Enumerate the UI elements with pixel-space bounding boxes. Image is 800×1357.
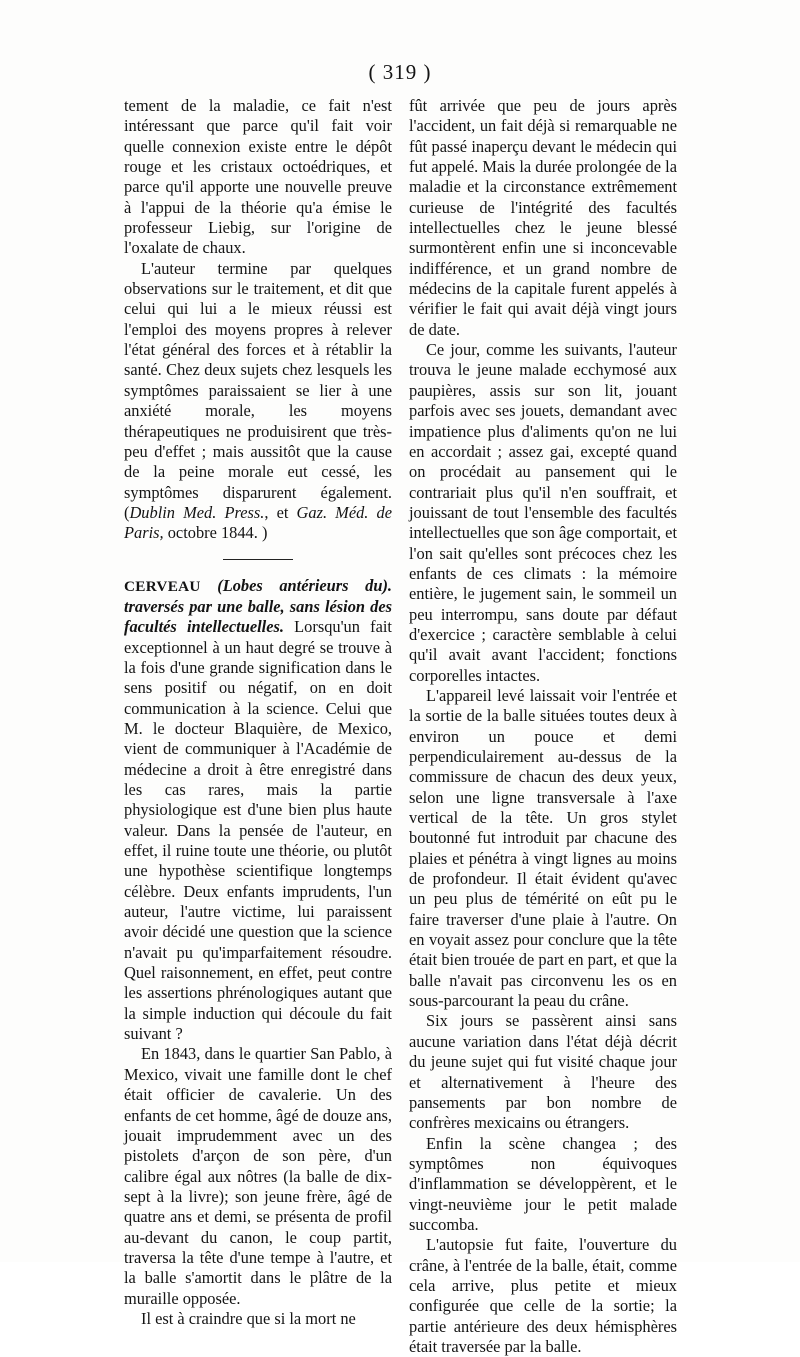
right-column [409, 96, 677, 1357]
source-citation: Dublin Med. Press. [129, 502, 265, 522]
section-divider [223, 559, 293, 560]
citation-conjunction: , et [264, 502, 289, 522]
paragraph-text: L'auteur termine par quelques observations sur le traitement, et dit que celui qui lui a le mieux réussi est l'emploi des moyens propres à relever l'état général des forces et à rétablir la santé. Chez deux sujets chez lesquels les symptômes paraissaient se lier à une anxiété morale, les moyens thérapeutiques ne produisirent que très-peu d'effet ; mais aussitôt que la cause de la peine morale eut cessé, les symptômes disparurent également. ( [124, 258, 392, 522]
paragraph: L'autopsie fut faite, l'ouverture du crâne, à l'entrée de la balle, était, comme cela arrive, plus petite et mieux configurée que celle de la sortie; la partie antérieure des deux hémisphères était traversée par la balle. [409, 1235, 677, 1356]
paragraph: En 1843, dans le quartier San Pablo, à Mexico, vivait une famille dont le chef était officier de cavalerie. Un des enfants de cet homme, âgé de douze ans, jouait imprudemment avec un des pistolets d'arçon de son père, d'un calibre égal aux nôtres (la balle de dix-sept à la livre); son jeune frère, âgé de quatre ans et demi, se présenta de profil au-devant du canon, le coup partit, traversa la tête d'une tempe à l'autre, et la balle s'amortit dans le plâtre de la muraille opposée. [124, 1044, 392, 1308]
paragraph-text: Lorsqu'un fait exceptionnel à un haut degré se trouve à la fois d'une grande signification dans le sens positif ou négatif, on en doit communication à la science. Celui que M. le docteur Blaquière, de Mexico, vient de communiquer à l'Académie de médecine a droit à être enregistré dans les cas rares, mais la partie physiologique est d'une bien plus haute valeur. Dans la pensée de l'auteur, en effet, il ruine toute une théorie, ou plutôt une hypothèse scientifique longtemps célèbre. Deux enfants imprudents, l'un auteur, l'autre victime, lui paraissent avoir décidé une question que la science n'avait pu qu'imparfaitement résoudre. Quel raisonnement, en effet, peut contre les assertions phrénologiques autant que la simple induction qui découle du fait suivant ? [124, 617, 392, 1044]
source-citation: Gaz. Méd. de Paris, [124, 502, 392, 543]
article-heading: CERVEAU [124, 577, 201, 595]
article-paragraph [124, 576, 392, 1045]
paragraph: Ce jour, comme les suivants, l'auteur trouva le jeune malade ecchymosé aux paupières, assis sur son lit, jouant parfois avec ses jouets, demandant avec impatience plus d'aliments qu'on ne lui en accordait ; assez gai, excepté quand on procédait au pansement qui le contrariait plus qu'il n'en souffrait, et jouissant de tout l'ensemble des facultés intellectuelles que son âge comportait, et l'on sait qu'elles sont précoces chez les enfants de ces climats : la mémoire entière, le jugement sain, le sommeil un peu interrompu, sans doute par défaut d'exercice ; caractère semblable à celui qu'il avait avant l'accident; fonctions corporelles intactes. [409, 340, 677, 685]
paragraph: fût arrivée que peu de jours après l'accident, un fait déjà si remarquable ne fût passé inaperçu devant le médecin qui fut appelé. Mais la durée prolongée de la maladie et la circonstance extrêmement curieuse de l'intégrité des facultés intellectuelles chez le jeune blessé surmontèrent enfin une si inconcevable indifférence, et un grand nombre de médecins de la capitale furent appelés à vérifier le fait qui avait déjà vingt jours de date. [409, 96, 677, 339]
article-subheading: (Lobes antérieurs du). traversés par une balle, sans lésion des facultés intellectuelles. [124, 575, 392, 637]
page-number: ( 319 ) [368, 60, 432, 84]
citation-date: octobre 1844. ) [163, 523, 268, 543]
paragraph: Six jours se passèrent ainsi sans aucune variation dans l'état déjà décrit du jeune sujet qui fut visité chaque jour et alternativement à l'heure des pansements par bon nombre de confrères mexicains ou étrangers. [409, 1011, 677, 1133]
paragraph: Enfin la scène changea ; des symptômes non équivoques d'inflammation se développèrent, et le vingt-neuvième jour le petit malade succomba. [409, 1133, 677, 1234]
paragraph: tement de la maladie, ce fait n'est intéressant que parce qu'il fait voir quelle connexion existe entre le dépôt rouge et les cristaux octoédriques, et parce qu'il apporte une nouvelle preuve à l'appui de la théorie qu'a émise le professeur Liebig, sur l'origine de l'oxalate de chaux. [124, 96, 392, 258]
left-column [124, 96, 392, 1329]
paragraph: Il est à craindre que si la mort ne [141, 1308, 356, 1328]
paragraph: L'appareil levé laissait voir l'entrée et la sortie de la balle situées toutes deux à environ un pouce et demi perpendiculairement au-dessus de la commissure de chacun des deux yeux, selon une ligne transversale à l'axe vertical de la tête. Un gros stylet boutonné fut introduit par chacune des plaies et pénétra à vingt lignes au moins de profondeur. Il était évident qu'avec un peu plus de témérité on eût pu le faire traverser d'une plaie à l'autre. On en voyait assez pour conclure que la tête était bien trouée de part en part, et que la balle n'avait pas circonvenu les os en sous-parcourant la peau du crâne. [409, 685, 677, 1011]
paragraph [124, 259, 392, 544]
